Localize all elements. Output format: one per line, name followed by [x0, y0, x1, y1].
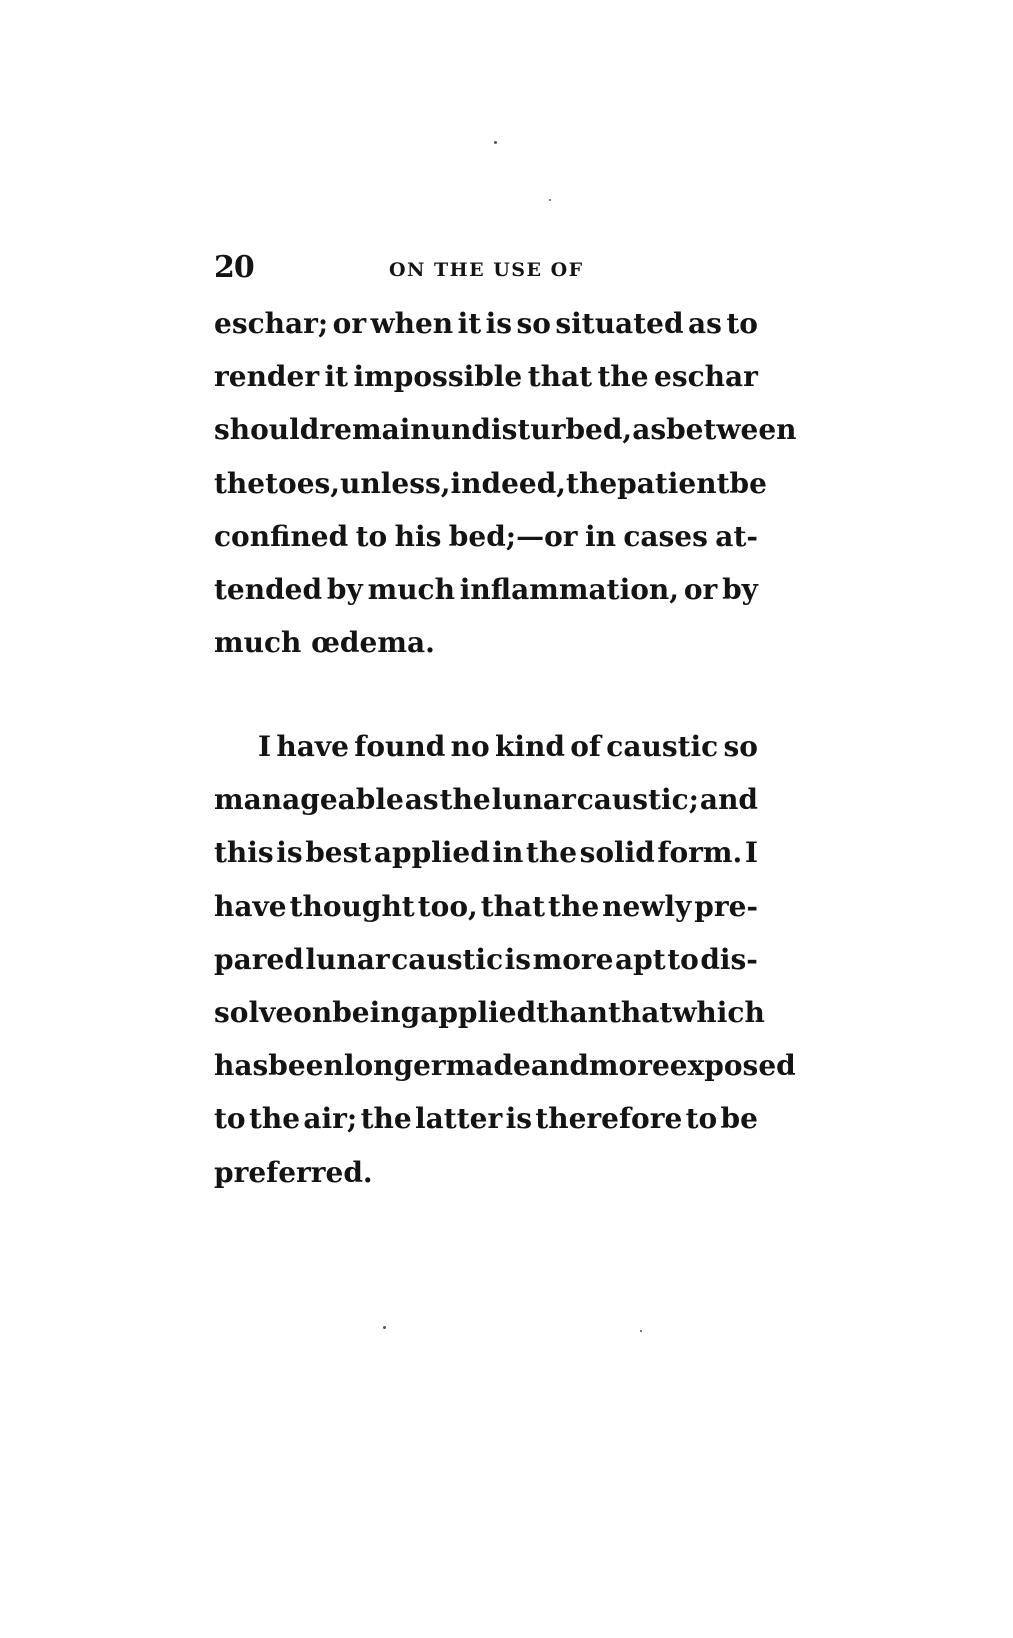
- text-line: solve on being applied than that which: [214, 995, 765, 1029]
- text-line: eschar; or when it is so situated as to: [214, 307, 758, 340]
- scan-speck: [494, 141, 497, 144]
- text-line: has been longer made and more exposed: [214, 1049, 796, 1083]
- text-line: the toes, unless, indeed, the patient be: [214, 466, 767, 500]
- paragraph-2: [214, 720, 796, 1199]
- text-line: confined to his bed;—or in cases at-: [214, 519, 758, 553]
- text-line: preferred.: [214, 1155, 373, 1189]
- scan-speck: [383, 1326, 386, 1329]
- page-number: 20: [214, 250, 254, 285]
- text-line: I have found no kind of caustic so: [258, 730, 758, 763]
- text-line: much œdema.: [214, 626, 435, 660]
- scan-speck: [640, 1330, 642, 1332]
- text-line: pared lunar caustic is more apt to dis-: [214, 942, 758, 976]
- text-line: this is best applied in the solid form. I: [214, 836, 758, 870]
- text-line: manageable as the lunar caustic; and: [214, 783, 758, 817]
- text-line: render it impossible that the eschar: [214, 360, 758, 394]
- paragraph-1: [214, 297, 797, 669]
- scan-speck: [549, 199, 551, 201]
- text-line: have thought too, that the newly pre-: [214, 889, 758, 923]
- running-title: ON THE USE OF: [389, 259, 584, 281]
- running-head: [214, 250, 774, 290]
- text-line: should remain undisturbed, as between: [214, 413, 797, 447]
- text-line: to the air; the latter is therefore to be: [214, 1102, 758, 1136]
- text-line: tended by much inflammation, or by: [214, 572, 758, 606]
